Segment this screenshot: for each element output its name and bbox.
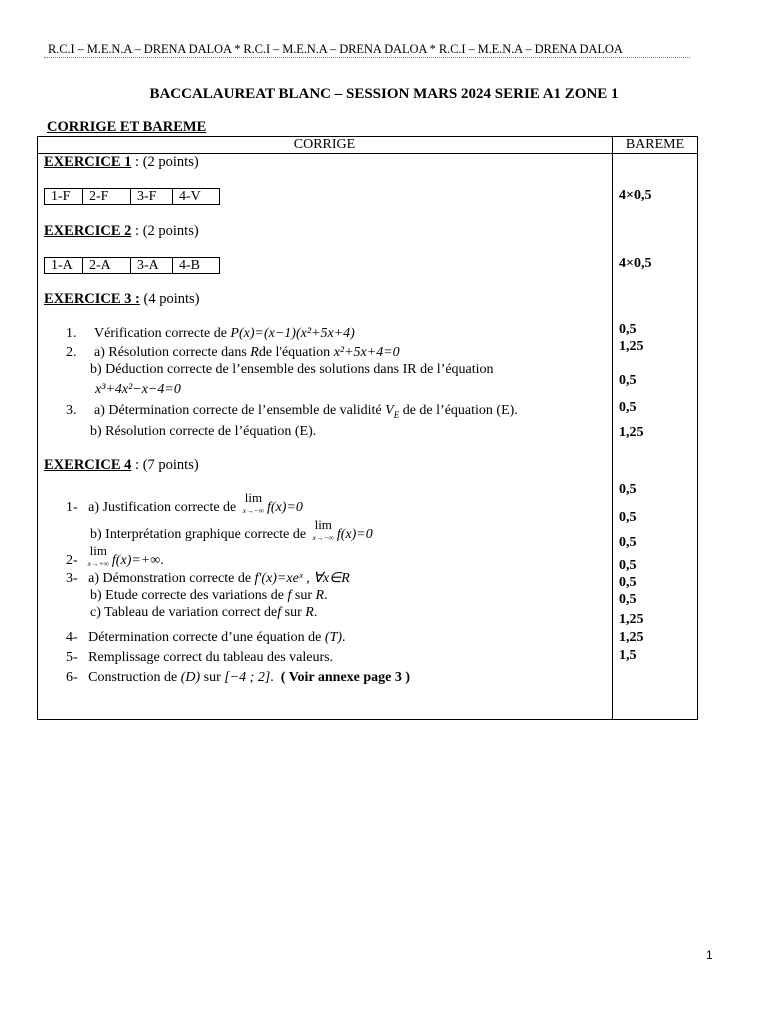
answer-cell: 1-A bbox=[45, 258, 83, 274]
exercise-4-score-4: 0,5 bbox=[619, 558, 637, 573]
exercise-4-score-8: 1,25 bbox=[619, 630, 644, 645]
page-number: 1 bbox=[706, 948, 713, 962]
exercise-4-item-2: 2- lim x→+∞ f(x)=+∞. bbox=[66, 543, 164, 568]
exercise-2-score: 4×0,5 bbox=[619, 256, 652, 271]
answer-cell: 1-F bbox=[45, 189, 83, 205]
exercise-3-item-3b: b) Résolution correcte de l’équation (E). bbox=[90, 424, 317, 439]
exercise-4-score-1: 0,5 bbox=[619, 482, 637, 497]
answer-cell: 2-F bbox=[83, 189, 131, 205]
answer-cell: 3-F bbox=[131, 189, 173, 205]
exercise-4-title: EXERCICE 4 : (7 points) bbox=[44, 457, 199, 473]
exercise-3-item-2b: b) Déduction correcte de l’ensemble des solutions dans IR de l’équation bbox=[90, 362, 494, 377]
answer-cell: 4-B bbox=[173, 258, 220, 274]
exercise-3-item-1: 1. Vérification correcte de P(x)=(x−1)(x²+5x+4) bbox=[66, 326, 355, 341]
exercise-3-score-5: 1,25 bbox=[619, 425, 644, 440]
exercise-2-title: EXERCICE 2 : (2 points) bbox=[44, 223, 199, 239]
exercise-3-equation: x³+4x²−x−4=0 bbox=[95, 382, 181, 397]
column-header-corrige: CORRIGE bbox=[293, 137, 356, 152]
header-banner: R.C.I – M.E.N.A – DRENA DALOA * R.C.I – M.E.N.A – DRENA DALOA * R.C.I – M.E.N.A – DRENA DALOA bbox=[48, 42, 623, 56]
column-header-bareme: BAREME bbox=[625, 137, 685, 152]
exercise-4-item-4: 4- Détermination correcte d’une équation de (T). bbox=[66, 630, 346, 645]
limit-notation: lim x→−∞ bbox=[312, 517, 334, 542]
exercise-4-score-7: 1,25 bbox=[619, 612, 644, 627]
exercise-4-score-3: 0,5 bbox=[619, 535, 637, 550]
header-divider bbox=[44, 57, 690, 58]
answer-cell: 4-V bbox=[173, 189, 220, 205]
exercise-4-score-6: 0,5 bbox=[619, 592, 637, 607]
exercise-1-title: EXERCICE 1 : (2 points) bbox=[44, 154, 199, 170]
exercise-3-title: EXERCICE 3 : (4 points) bbox=[44, 291, 200, 307]
exercise-4-item-3b: b) Etude correcte des variations de f sur R. bbox=[90, 588, 328, 603]
exercise-4-score-9: 1,5 bbox=[619, 648, 637, 663]
exercise-4-item-5: 5- Remplissage correct du tableau des valeurs. bbox=[66, 650, 334, 665]
exercise-4-item-3a: 3- a) Démonstration correcte de f'(x)=xeˣ , ∀x∈R bbox=[66, 571, 350, 586]
exercise-3-score-2: 1,25 bbox=[619, 339, 644, 354]
exercise-1-answers bbox=[44, 188, 220, 205]
annex-reference: ( Voir annexe page 3 ) bbox=[273, 670, 411, 685]
answer-cell: 3-A bbox=[131, 258, 173, 274]
document-subtitle: CORRIGE ET BAREME bbox=[47, 119, 207, 135]
exercise-4-item-1a: 1- a) Justification correcte de lim x→−∞ f(x)=0 bbox=[66, 490, 303, 515]
column-divider bbox=[612, 136, 613, 720]
document-title: BACCALAUREAT BLANC – SESSION MARS 2024 SERIE A1 ZONE 1 bbox=[149, 86, 619, 102]
exercise-3-score-4: 0,5 bbox=[619, 400, 637, 415]
answer-cell: 2-A bbox=[83, 258, 131, 274]
exercise-4-item-6: 6- Construction de (D) sur [−4 ; 2]. ( Voir annexe page 3 ) bbox=[66, 670, 411, 685]
exercise-3-item-2a: 2. a) Résolution correcte dans Rde l'équation x²+5x+4=0 bbox=[66, 345, 400, 360]
exercise-4-item-1b: b) Interprétation graphique correcte de lim x→−∞ f(x)=0 bbox=[90, 517, 373, 542]
exercise-4-item-3c: c) Tableau de variation correct def sur R. bbox=[90, 605, 318, 620]
exercise-4-score-2: 0,5 bbox=[619, 510, 637, 525]
exercise-3-score-1: 0,5 bbox=[619, 322, 637, 337]
exercise-3-score-3: 0,5 bbox=[619, 373, 637, 388]
exercise-4-score-5: 0,5 bbox=[619, 575, 637, 590]
exercise-2-answers bbox=[44, 257, 220, 274]
exercise-1-score: 4×0,5 bbox=[619, 188, 652, 203]
limit-notation: lim x→−∞ bbox=[242, 490, 265, 515]
limit-notation: lim x→+∞ bbox=[87, 543, 109, 568]
exercise-3-item-3a: 3. a) Détermination correcte de l’ensemble de validité $V_E$ de de l’équation (E). bbox=[66, 403, 518, 420]
